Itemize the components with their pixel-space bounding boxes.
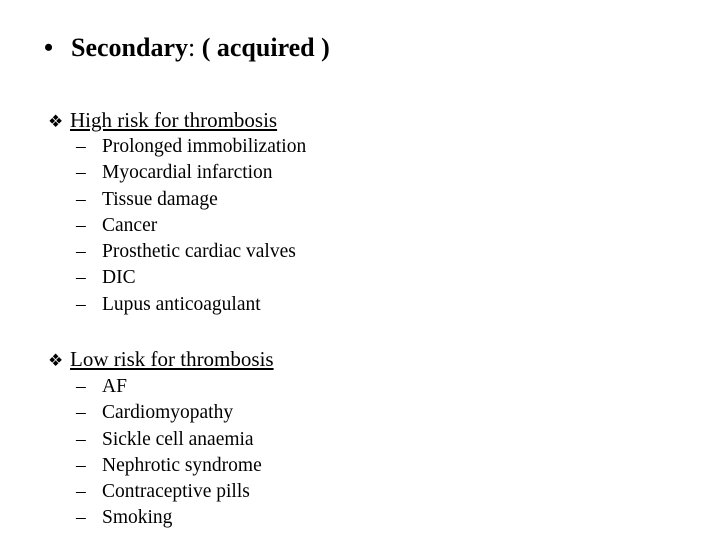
list-item bbox=[76, 427, 262, 453]
title-colon: : bbox=[188, 33, 196, 62]
section-heading-label: High risk for thrombosis bbox=[70, 108, 278, 132]
list-item bbox=[76, 160, 306, 186]
list-item-text: Myocardial infarction bbox=[102, 162, 273, 184]
list-item-text: AF bbox=[102, 376, 127, 397]
list-item bbox=[76, 187, 306, 213]
list-item bbox=[76, 479, 262, 505]
list-item-text: Sickle cell anaemia bbox=[102, 428, 254, 450]
list-item-text: Prolonged immobilization bbox=[102, 136, 307, 157]
high-risk-list bbox=[76, 134, 306, 318]
dash-bullet: – bbox=[76, 293, 86, 315]
section-high-risk-heading bbox=[48, 107, 277, 135]
list-item bbox=[76, 213, 306, 239]
diamond-bullet-icon: ❖ bbox=[48, 351, 64, 370]
list-item-text: DIC bbox=[102, 267, 136, 289]
dash-bullet: – bbox=[76, 136, 86, 157]
dash-bullet: – bbox=[76, 402, 86, 424]
list-item-text: Cardiomyopathy bbox=[102, 402, 234, 424]
dash-bullet: – bbox=[76, 481, 86, 503]
slide-title bbox=[44, 30, 330, 66]
list-item bbox=[76, 292, 306, 318]
list-item-text: Nephrotic syndrome bbox=[102, 454, 262, 476]
section-low-risk-heading bbox=[48, 346, 274, 374]
dash-bullet: – bbox=[76, 376, 86, 397]
dash-bullet: – bbox=[76, 162, 86, 184]
list-item-text: Cancer bbox=[102, 214, 158, 236]
section-heading-label: Low risk for thrombosis bbox=[70, 347, 274, 371]
title-bullet: • bbox=[44, 33, 54, 62]
list-item bbox=[76, 134, 306, 160]
list-item-text: Smoking bbox=[102, 507, 173, 529]
dash-bullet: – bbox=[76, 188, 86, 210]
list-item bbox=[76, 265, 306, 291]
list-item bbox=[76, 374, 262, 400]
list-item-text: Prosthetic cardiac valves bbox=[102, 241, 296, 263]
dash-bullet: – bbox=[76, 241, 86, 263]
list-item-text: Contraceptive pills bbox=[102, 481, 250, 503]
dash-bullet: – bbox=[76, 267, 86, 289]
title-bold-word: Secondary bbox=[71, 33, 188, 62]
dash-bullet: – bbox=[76, 214, 86, 236]
low-risk-list bbox=[76, 374, 262, 532]
list-item bbox=[76, 505, 262, 531]
list-item bbox=[76, 239, 306, 265]
list-item-text: Tissue damage bbox=[102, 188, 218, 210]
list-item bbox=[76, 400, 262, 426]
list-item-text: Lupus anticoagulant bbox=[102, 293, 261, 315]
dash-bullet: – bbox=[76, 428, 86, 450]
list-item bbox=[76, 453, 262, 479]
title-rest: ( acquired ) bbox=[201, 33, 330, 62]
dash-bullet: – bbox=[76, 454, 86, 476]
diamond-bullet-icon: ❖ bbox=[48, 112, 64, 131]
dash-bullet: – bbox=[76, 507, 86, 529]
